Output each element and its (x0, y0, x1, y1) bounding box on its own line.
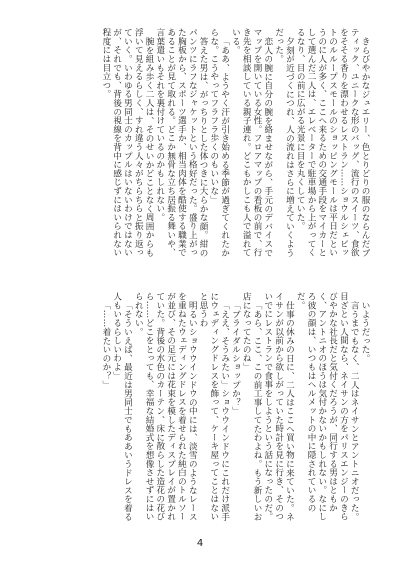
paragraph: 腕を組み歩く二人は、そのせいかどことなく周囲からも浮いて見えるらしく、すれ違う人々がちらちらと振り返っていく。いわゆる男同士のカップルはいないわけではないが、それでも、背後の視線を背中に感じずにはいられない程度には目立つ。 (100, 28, 155, 257)
paragraph: きらびやかなジュエリー、色とりどりの服のならんだブティック、ユニークな形のバッグ、流行のスイーツ、食欲をそそる香りを漂わせるレストラン……ショウルシェビットのルループスモールのショッピングモールは平日だというのに人が多く、ここへ来るための交通手段をマイカーとして選んだ二人は、エレベーターで駐車場から上がってくるなり、目の前に広がる光景に目を丸くしていた。 (295, 28, 370, 257)
dialogue-paragraph: 「ああ、ようやく汗が引き始める季節が過ぎてくれたからな。こうやってフラフラ歩くのもいいな」 (208, 28, 230, 257)
paragraph: 明るいショウウインドウの中には、淡雪のようなレースを重ねたウェディングドレスを着せられた純白のトルソーが並び、その足元には花束を模したディスプレイが置かれていた。背後の水色のカーテン、床に散らした造花の花びら……どこをとっても、幸福な結婚式を想像させずにはいられない。 (133, 292, 198, 521)
dialogue-paragraph: 「ええ、そうみたい」ショウウインドウにこれだけ派手にウェディングドレスを飾って、ケーキ屋ってことはないと思うわ (198, 292, 230, 521)
paragraph: 夕刻が近づくにつれ、人の流れはさらに増えていくようだった。 (273, 28, 295, 257)
paragraph: 答えた男は、がっちりとした体つきに大らかな顔。紺のパンツにラフなジャケットという格好だった。盛り上がった胸板から、スポーツ選手か、相当肉体を酷使する職業であることが見て取れる。どこか無骨な立ち居振る舞いや、言葉遣いもそれを裏付けているのかもしれない。 (154, 28, 209, 257)
dialogue-paragraph: 「……着たいのか？」 (100, 300, 111, 389)
paragraph: 仕事の休みの日に、二人はここへ買い物に来ていた。ネイサンが以前から欲しがっていた時計を見に行き、そのついでにレストランで食事をしようという話になったのだ。 (262, 292, 295, 521)
paragraph: 恋人の腕に自分の腕を絡ませながら、手元のデバイスでマップを開いている女性。フロアマップの看板の前で、行き先を相談している親子連れ。どこもかしこも人で溢れている。 (230, 28, 273, 257)
upper-text-block (30, 28, 370, 260)
lower-text-block (30, 292, 370, 524)
dialogue-paragraph: 「ブライダルショップか？」 (230, 300, 241, 415)
page-number: 4 (196, 538, 204, 549)
dialogue-paragraph: 「あら、ここ、この前工事してたわよね。もう新しいお店になってたのね」 (241, 292, 263, 521)
dialogue-paragraph: 「そういえば、最近は男同士でもああいうドレスを着る人もいるらしいわよ」 (111, 292, 133, 521)
paragraph: 言うまでもなく、二人はネイサンとアントニオだった。目ざとい人間なら、ネイサンの方をパリスエンジーのきらびやかな社長だと気付くだろうが、同行する男はともかく、アントニオのほうは気付かないかもしれない。なにしろ彼の顔は、いつもはヘルメットの中に隠されているのだ。 (295, 292, 360, 521)
paragraph: いようだった。 (360, 300, 370, 363)
